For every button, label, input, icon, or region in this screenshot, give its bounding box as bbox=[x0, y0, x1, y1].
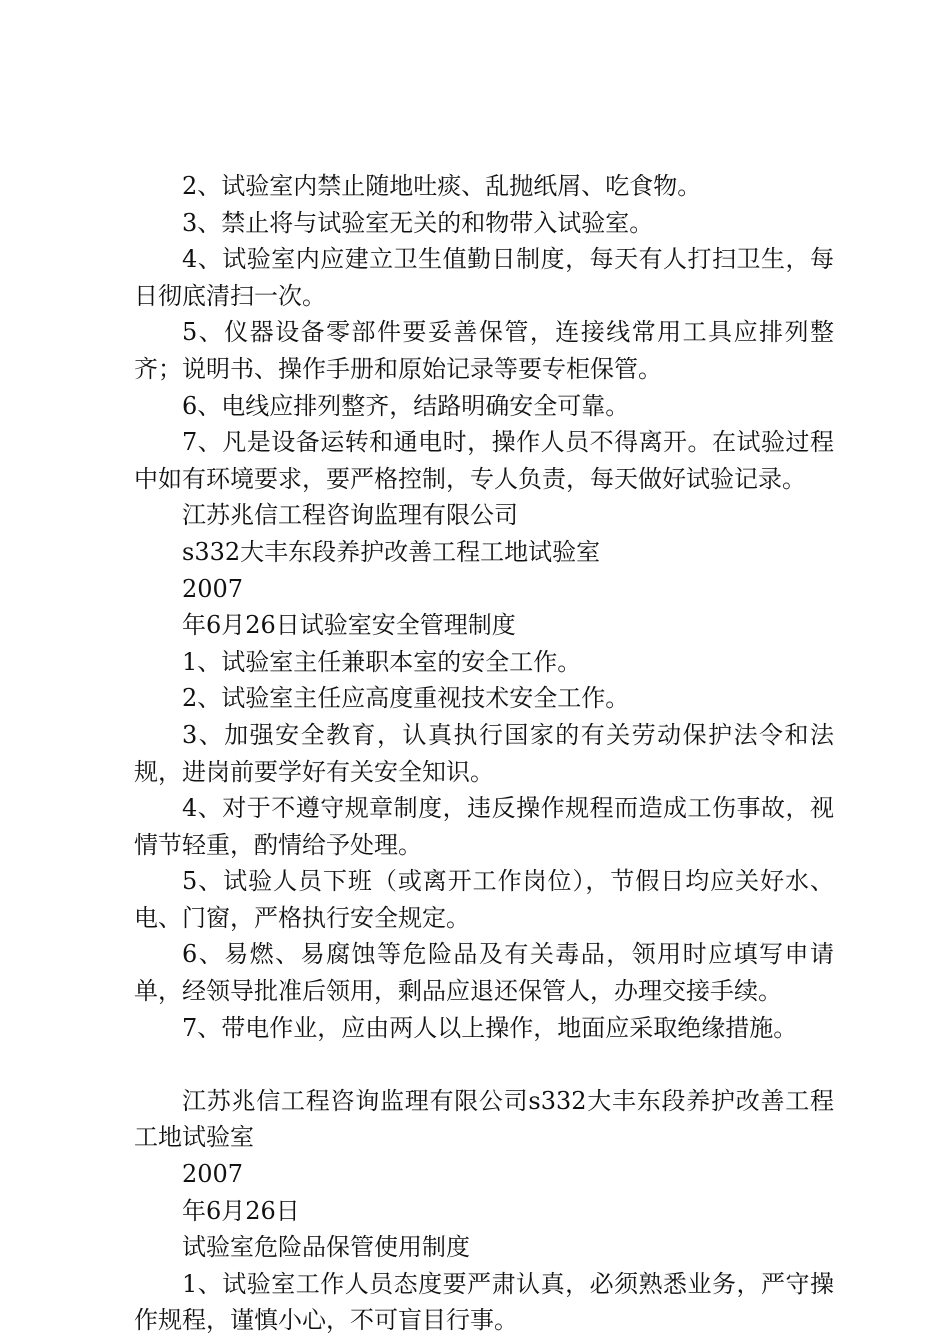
paragraph: 1、试验室主任兼职本室的安全工作。 bbox=[182, 647, 582, 676]
paragraph: 4、对于不遵守规章制度，违反操作规程而造成工伤事故，视情节轻重，酌情给予处理。 bbox=[134, 794, 834, 859]
paragraph: 6、电线应排列整齐，结路明确安全可靠。 bbox=[182, 391, 630, 420]
paragraph: 4、试验室内应建立卫生值勤日制度，每天有人打扫卫生，每日彻底清扫一次。 bbox=[134, 245, 834, 310]
paragraph: 2、试验室内禁止随地吐痰、乱抛纸屑、吃食物。 bbox=[182, 172, 702, 200]
year: 2007 bbox=[182, 574, 244, 603]
date-and-section-title: 年6月26日试验室安全管理制度 bbox=[182, 611, 516, 640]
lab-name: s332大丰东段养护改善工程工地试验室 bbox=[182, 537, 601, 566]
paragraph: 5、仪器设备零部件要妥善保管，连接线常用工具应排列整齐；说明书、操作手册和原始记录等要专柜保管。 bbox=[134, 318, 834, 383]
paragraph: 7、带电作业，应由两人以上操作，地面应采取绝缘措施。 bbox=[182, 1013, 798, 1042]
paragraph: 6、易燃、易腐蚀等危险品及有关毒品，领用时应填写申请单，经领导批准后领用，剩品应退还保管人，办理交接手续。 bbox=[134, 940, 834, 1006]
document-body bbox=[134, 168, 834, 1339]
company-name: 江苏兆信工程咨询监理有限公司 bbox=[182, 501, 518, 530]
paragraph: 2、试验室主任应高度重视技术安全工作。 bbox=[182, 684, 630, 713]
paragraph: 1、试验室工作人员态度要严肃认真，必须熟悉业务，严守操作规程，谨慎小心，不可盲目行事。 bbox=[134, 1269, 834, 1335]
company-and-lab-name: 江苏兆信工程咨询监理有限公司s332大丰东段养护改善工程工地试验室 bbox=[134, 1086, 834, 1152]
paragraph: 3、加强安全教育，认真执行国家的有关劳动保护法令和法规，进岗前要学好有关安全知识。 bbox=[134, 720, 834, 786]
paragraph: 3、禁止将与试验室无关的和物带入试验室。 bbox=[182, 208, 654, 237]
blank-line bbox=[134, 1046, 834, 1083]
paragraph: 5、试验人员下班（或离开工作岗位），节假日均应关好水、电、门窗，严格执行安全规定。 bbox=[134, 867, 834, 932]
section-title: 试验室危险品保管使用制度 bbox=[182, 1233, 470, 1262]
paragraph: 7、凡是设备运转和通电时，操作人员不得离开。在试验过程中如有环境要求，要严格控制，专人负责，每天做好试验记录。 bbox=[134, 428, 834, 493]
date: 年6月26日 bbox=[182, 1196, 300, 1225]
year: 2007 bbox=[182, 1160, 244, 1189]
